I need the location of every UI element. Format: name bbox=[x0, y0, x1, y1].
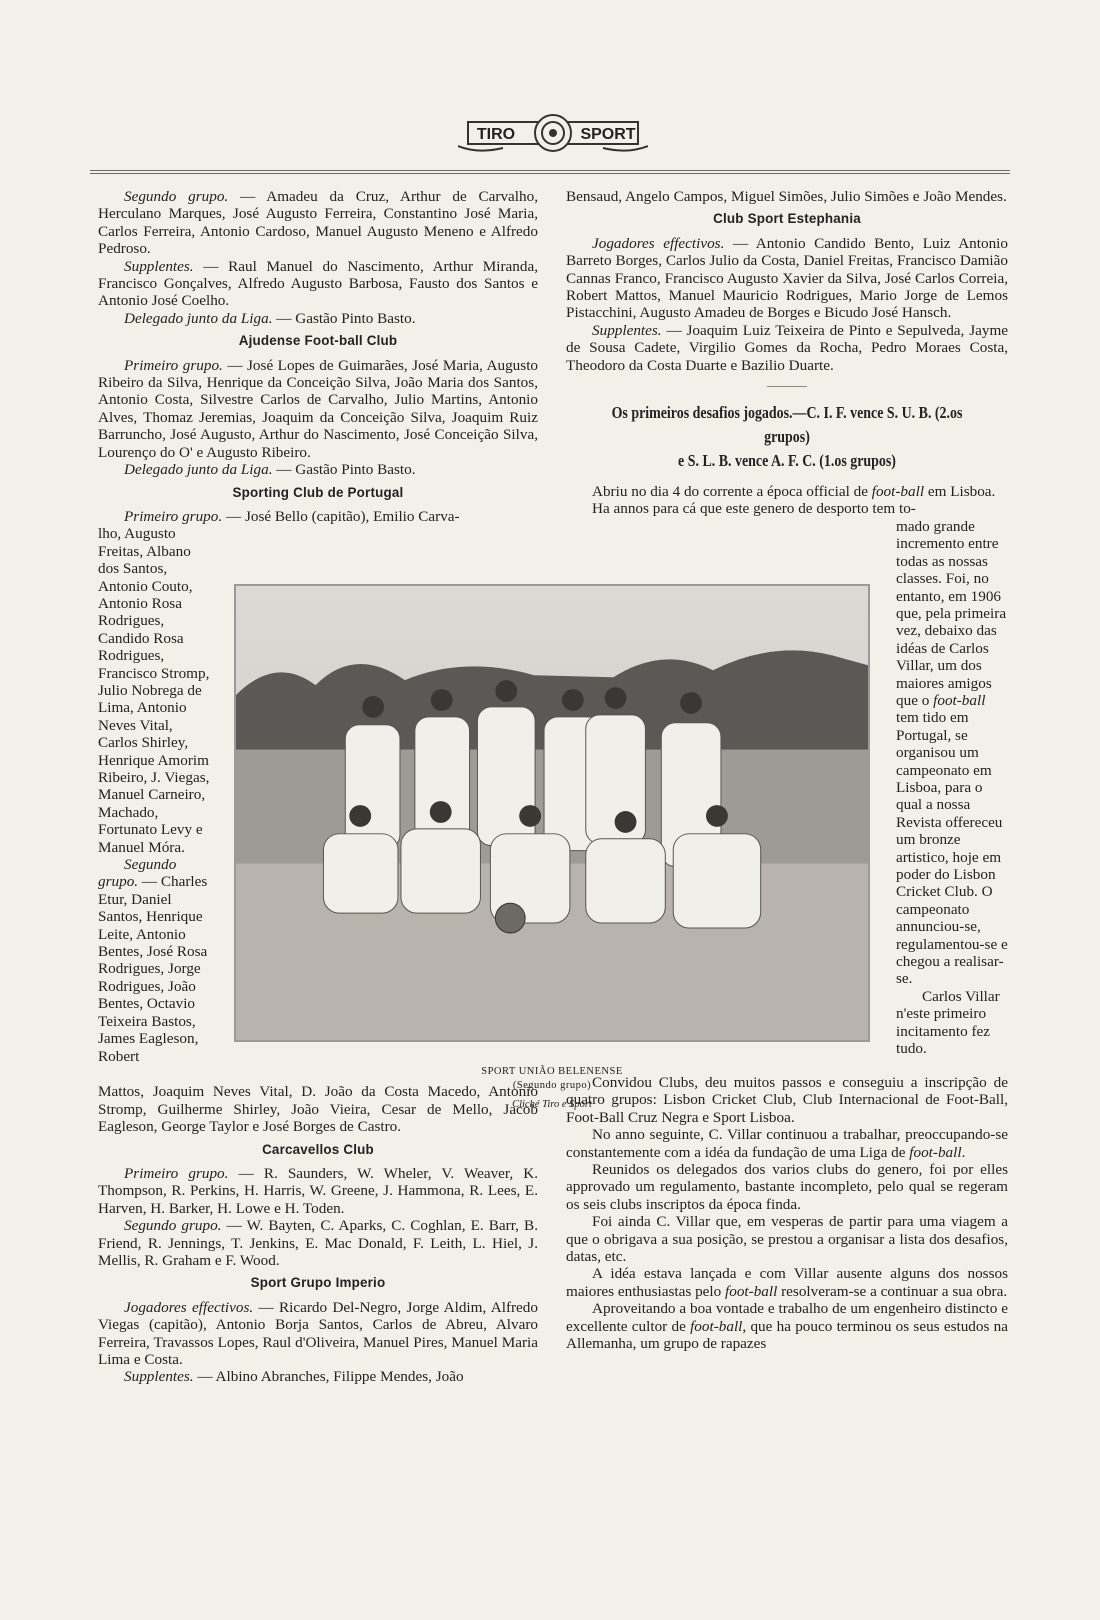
paragraph: Delegado junto da Liga. — Gastão Pinto Basto. bbox=[124, 309, 416, 327]
paragraph: Primeiro grupo. — R. Saunders, W. Wheler, V. Weaver, K. Thompson, R. Perkins, H. Harris, W. Greene, J. Hammona, R. Lees, E. Harven, H. Barker, H. Lowe e H. Toden. bbox=[98, 1164, 538, 1217]
paragraph: Primeiro grupo. — José Bello (capitão), Emilio Carva- bbox=[124, 507, 460, 525]
paragraph: mado grande incremento entre todas as nossas classes. Foi, no entanto, em 1906 que, pela primeira vez, debaixo das idéas de Carlos Villar, um dos maiores amigos que o foot-ball tem tido em Portugal, se organisou um campeonato em Lisboa, para o qual a nossa Revista offereceu um bronze artistico, hoje em poder do Lisbon Cricket Club. O campeonato annunciou-se, regulamentou-se e chegou a realisar-se. bbox=[896, 517, 1008, 988]
photo-caption: SPORT UNIÃO BELENENSE (Segundo grupo) bbox=[481, 1066, 623, 1091]
paragraph: Supplentes. — Joaquim Luiz Teixeira de Pinto e Sepulveda, Jayme de Sousa Cadete, Virgilio Gomes da Rocha, Pedro Moraes Costa, Theodoro da Costa Duarte e Bazilio Duarte. bbox=[566, 321, 1008, 374]
paragraph: Jogadores effectivos. — Ricardo Del-Negro, Jorge Aldim, Alfredo Viegas (capitão), Antonio Borja Santos, Carlos de Abreu, Alvaro Ferreira, Travassos Lopes, Raul d'Oliveira, Manuel Pires, Manuel Maria Lima e Costa. bbox=[98, 1298, 538, 1368]
paragraph: Aproveitando a boa vontade e trabalho de um engenheiro distincto e excellente cultor de foot-ball, que ha pouco terminou os seus estudos na Allemanha, um grupo de rapazes bbox=[566, 1300, 1008, 1352]
paragraph: Jogadores effectivos. — Antonio Candido Bento, Luiz Antonio Barreto Borges, Carlos Julio da Costa, Daniel Freitas, Francisco Damião Cannas Franco, Francisco Augusto Xavier da Silva, José Carlos Correia, Robert Mattos, Manuel Mauricio Rodrigues, Mario Jorge de Lemos Pistacchini, Augusto Amadeu de Borges e Bicudo José Hansch. bbox=[566, 234, 1008, 322]
section-heading: Sporting Club de Portugal bbox=[232, 484, 404, 500]
paragraph: Delegado junto da Liga. — Gastão Pinto Basto. bbox=[124, 461, 416, 479]
header-rule-2 bbox=[90, 173, 1010, 174]
paragraph: Segundo grupo. — Charles Etur, Daniel Santos, Henrique Leite, Antonio Bentes, José Rosa Rodrigues, Jorge Rodrigues, João Bentes, Octavio Teixeira Bastos, James Eagleson, Robert bbox=[98, 856, 208, 1065]
paragraph: lho, Augusto Freitas, Albano dos Santos, Antonio Couto, Antonio Rosa Rodrigues, Candido Rosa Rodrigues, Francisco Stromp, Julio Nobrega de Lima, Antonio Neves Vital, Carlos Shirley, Henrique Amorim Ribeiro, J. Viegas, Manuel Carneiro, Machado, Fortunato Levy e Manuel Móra. bbox=[98, 525, 210, 856]
paragraph: Carlos Villar n'este primeiro incitamento fez tudo. bbox=[896, 987, 1000, 1058]
paragraph: Supplentes. — Raul Manuel do Nascimento, Arthur Miranda, Francisco Gonçalves, Alfredo Augusto Barbosa, Fausto dos Santos e Antonio José Coelho. bbox=[98, 257, 538, 310]
paragraph: Abriu no dia 4 do corrente a época official de foot-ball em Lisboa. bbox=[592, 483, 996, 501]
paragraph: Convidou Clubs, deu muitos passos e conseguiu a inscripção de quatro grupos: Lisbon Cricket Club, Club Internacional de Foot-Ball, Foot-Ball Cruz Negra e Sport Lisboa. bbox=[566, 1073, 1008, 1126]
section-heading: Club Sport Estephania bbox=[713, 211, 861, 227]
photo-credit: Cliché Tiro e Sport bbox=[512, 1099, 592, 1110]
paragraph: Mattos, Joaquim Neves Vital, D. João da Costa Macedo, Antonio Stromp, Guilherme Shirley, João Vieira, Cesar de Mello, Jacob Eagleson, George Taylor e José Borges de Castro. bbox=[98, 1083, 538, 1136]
paragraph: Supplentes. — Albino Abranches, Filippe Mendes, João bbox=[124, 1368, 464, 1386]
section-heading: Sport Grupo Imperio bbox=[250, 1275, 386, 1291]
paragraph: A idéa estava lançada e com Villar ausente alguns dos nossos maiores enthusiastas pelo foot-ball resolveram-se a continuar a sua obra. bbox=[566, 1265, 1008, 1300]
masthead-logo bbox=[458, 108, 648, 158]
article-heading: Os primeiros desafios jogados.—C. I. F. vence S. U. B. (2.os grupos) e S. L. B. vence A. F. C. (1.os grupos) bbox=[611, 403, 963, 471]
svg-text:TIRO: TIRO bbox=[476, 126, 516, 143]
paragraph: Reunidos os delegados dos varios clubs do genero, foi por elles approvado um regulamento, bastante incompleto, pelo qual se regeram os seis clubs inscriptos da época finda. bbox=[566, 1160, 1008, 1213]
team-photo bbox=[234, 584, 870, 1042]
header-rule bbox=[90, 170, 1010, 171]
paragraph: Segundo grupo. — Amadeu da Cruz, Arthur de Carvalho, Herculano Marques, José Augusto Ferreira, Constantino José Maria, Carlos Ferreira, Antonio Cardoso, Manuel Augusto Meneno e Alfredo Pedroso. bbox=[98, 188, 538, 258]
paragraph: Segundo grupo. — W. Bayten, C. Aparks, C. Coghlan, E. Barr, B. Friend, R. Jennings, T. Jenkins, E. Mac Donald, F. Leith, L. Hiel, J. Mellis, R. Graham e F. Wood. bbox=[98, 1217, 538, 1269]
team-photo-block bbox=[234, 584, 870, 1110]
narrow-text-block bbox=[896, 518, 1008, 1058]
divider bbox=[767, 386, 807, 387]
paragraph: Primeiro grupo. — José Lopes de Guimarães, José Maria, Augusto Ribeiro da Silva, Henrique da Conceição Silva, João Maria dos Santos, Antonio Costa, Silvestre Carlos de Carvalho, Julio Martins, Antonio Alves, Thomaz Jeremias, Joaquim da Conceição Silva, Joaquim Ruiz Barruncho, José Augusto, Arthur do Nascimento, José Conceição Silva, Lourenço do O' e Augusto Ribeiro. bbox=[98, 356, 539, 461]
svg-text:SPORT: SPORT bbox=[580, 126, 636, 143]
paragraph: Ha annos para cá que este genero de desporto tem to- bbox=[592, 500, 916, 518]
narrow-text-block bbox=[98, 525, 210, 1083]
section-heading: Ajudense Foot-ball Club bbox=[238, 333, 398, 349]
section-heading: Carcavellos Club bbox=[262, 1141, 374, 1157]
paragraph: Foi ainda C. Villar que, em vesperas de partir para uma viagem a que o obrigava a sua posição, se prestou a organisar a lista dos desafios, datas, etc. bbox=[566, 1213, 1008, 1265]
paragraph: No anno seguinte, C. Villar continuou a trabalhar, preoccupando-se constantemente com a idéa da fundação de uma Liga de foot-ball. bbox=[566, 1126, 1008, 1161]
paragraph: Bensaud, Angelo Campos, Miguel Simões, Julio Simões e João Mendes. bbox=[566, 188, 1007, 205]
